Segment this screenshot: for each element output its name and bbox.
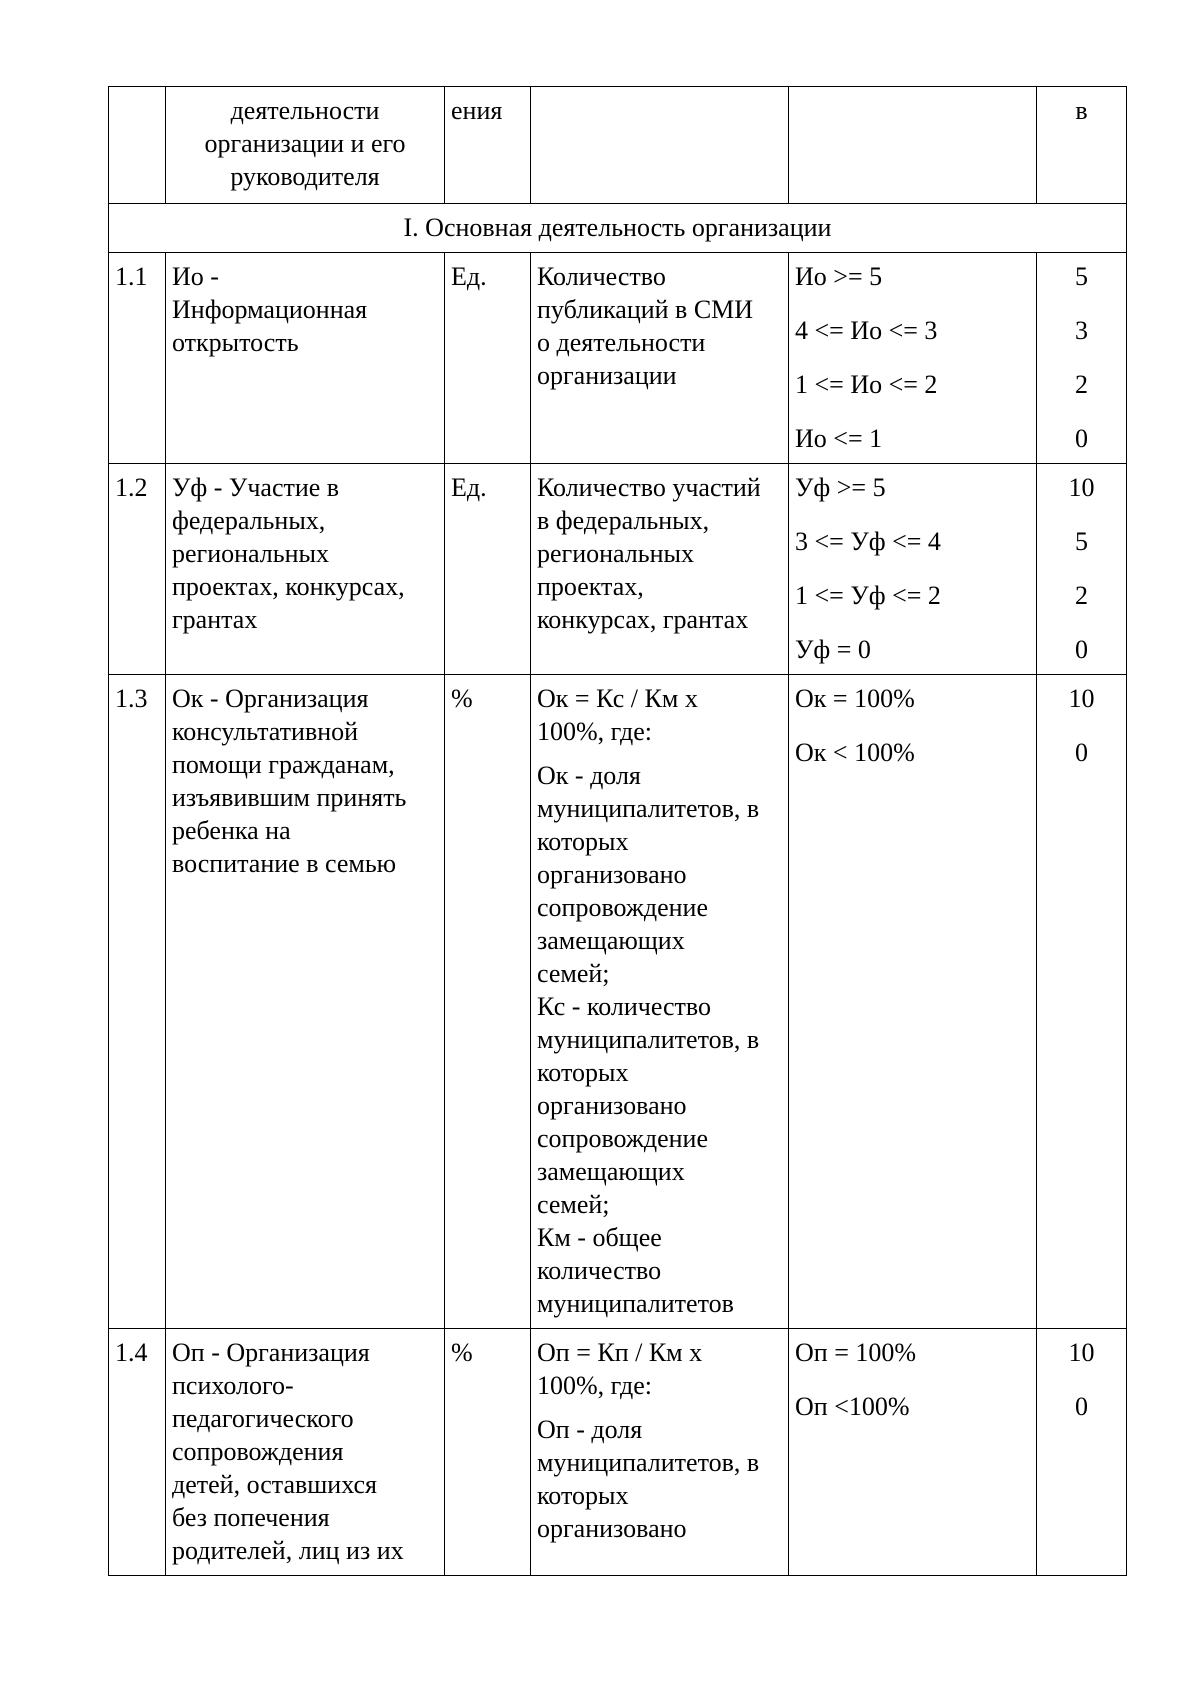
row-calc-line: Км - общее [537,1223,662,1252]
row-name-line: родителей, лиц из их [172,1536,404,1565]
score: 10 [1068,1338,1095,1367]
section-title: I. Основная деятельность организации [109,204,1127,253]
row-score-cell [1037,675,1127,1329]
score: 10 [1068,684,1095,713]
header-name-cell [166,87,445,204]
table-row [109,464,1127,675]
row-calc-line: организации [537,361,677,390]
row-calc-line: замещающих [537,926,685,955]
row-calc-line: конкурсах, грантах [537,605,749,634]
row-name-line: Ок - Организация [172,684,369,713]
row-calc-line: о деятельности [537,328,706,357]
row-calc-line: которых [537,827,629,856]
row-number: 1.1 [109,253,166,464]
row-name-line: сопровождения [172,1437,344,1466]
row-name-cell [166,1329,445,1576]
row-calc-cell [531,253,789,464]
row-criteria-cell [789,1329,1037,1576]
header-criteria-cell [789,87,1037,204]
header-name-line: организации и его [204,129,406,158]
row-score-cell [1037,1329,1127,1576]
row-calc-cell [531,675,789,1329]
row-name-line: детей, оставшихся [172,1470,377,1499]
row-number: 1.4 [109,1329,166,1576]
row-unit: Ед. [445,253,531,464]
criterion: 3 <= Уф <= 4 [795,527,941,556]
row-calc-line: Количество участий [537,473,761,502]
row-calc-line: организовано [537,1514,687,1543]
criterion: Уф >= 5 [795,473,886,502]
criterion: Оп <100% [795,1392,910,1421]
row-name-line: федеральных, [172,506,326,535]
row-name-line: педагогического [172,1404,354,1433]
row-calc-line: муниципалитетов, в [537,1448,760,1477]
row-calc-cell [531,1329,789,1576]
score: 0 [1075,635,1088,664]
row-formula-line: 100%, где: [537,717,653,746]
row-name-line: Уф - Участие в [172,473,340,502]
row-criteria-cell [789,253,1037,464]
row-calc-line: в федеральных, [537,506,710,535]
row-name-line: консультативной [172,717,359,746]
row-name-line: ребенка на [172,816,291,845]
table-row [109,675,1127,1329]
score: 5 [1075,262,1088,291]
row-calc-line: сопровождение [537,1124,709,1153]
row-calc-line: замещающих [537,1157,685,1186]
blank-line [537,1402,782,1413]
row-unit: Ед. [445,464,531,675]
criterion: 4 <= Ио <= 3 [795,316,938,345]
row-name-line: воспитание в семью [172,849,397,878]
criterion: 1 <= Уф <= 2 [795,581,941,610]
header-num-cell [109,87,166,204]
row-calc-line: Оп - доля [537,1415,643,1444]
row-number: 1.3 [109,675,166,1329]
row-calc-line: муниципалитетов, в [537,1025,760,1054]
section-row [109,204,1127,253]
row-name-line: Ио - [172,262,219,291]
row-name-cell [166,253,445,464]
row-formula-line: Ок = Кс / Км х [537,684,698,713]
score: 2 [1075,581,1088,610]
row-calc-line: семей; [537,959,610,988]
criterion: 1 <= Ио <= 2 [795,370,938,399]
row-name-line: изъявившим принять [172,783,407,812]
row-criteria-cell [789,675,1037,1329]
row-unit: % [445,1329,531,1576]
score: 5 [1075,527,1088,556]
row-name-line: психолого- [172,1371,294,1400]
row-calc-line: семей; [537,1190,610,1219]
score: 0 [1075,424,1088,453]
row-name-line: проектах, конкурсах, [172,572,405,601]
criterion: Ок < 100% [795,738,915,767]
row-name-cell [166,675,445,1329]
header-score-text: в [1075,96,1088,125]
header-unit-cell [445,87,531,204]
row-calc-cell [531,464,789,675]
row-calc-line: количество [537,1256,662,1285]
header-score-cell [1037,87,1127,204]
row-number: 1.2 [109,464,166,675]
row-calc-line: организовано [537,1091,687,1120]
row-name-cell [166,464,445,675]
table-row [109,1329,1127,1576]
row-calc-line: Ок - доля [537,761,641,790]
row-name-line: грантах [172,605,258,634]
row-calc-line: публикаций в СМИ [537,295,754,324]
row-name-line: региональных [172,539,330,568]
table-row [109,253,1127,464]
row-calc-line: региональных [537,539,695,568]
criterion: Ио >= 5 [795,262,883,291]
score: 2 [1075,370,1088,399]
row-calc-line: проектах, [537,572,644,601]
header-name-line: деятельности [230,96,380,125]
row-criteria-cell [789,464,1037,675]
row-calc-line: муниципалитетов, в [537,794,760,823]
criterion: Оп = 100% [795,1338,917,1367]
row-calc-line: муниципалитетов [537,1289,734,1318]
row-calc-line: Количество [537,262,666,291]
header-calc-cell [531,87,789,204]
row-name-line: без попечения [172,1503,330,1532]
score: 0 [1075,1392,1088,1421]
table-header-row [109,87,1127,204]
row-name-line: открытость [172,328,299,357]
row-calc-line: которых [537,1058,629,1087]
row-calc-line: которых [537,1481,629,1510]
row-name-line: Оп - Организация [172,1338,370,1367]
row-score-cell [1037,464,1127,675]
header-unit-text: ения [451,96,503,125]
criterion: Ио <= 1 [795,424,883,453]
criteria-table [108,86,1127,1576]
header-name-line: руководителя [230,162,380,191]
criterion: Ок = 100% [795,684,915,713]
row-formula-line: Оп = Кп / Км х [537,1338,703,1367]
row-calc-line: сопровождение [537,893,709,922]
row-calc-line: Кс - количество [537,992,712,1021]
row-formula-line: 100%, где: [537,1371,653,1400]
row-calc-line: организовано [537,860,687,889]
criterion: Уф = 0 [795,635,871,664]
score: 0 [1075,738,1088,767]
score: 3 [1075,316,1088,345]
blank-line [537,748,782,759]
row-name-line: помощи гражданам, [172,750,395,779]
row-score-cell [1037,253,1127,464]
score: 10 [1068,473,1095,502]
row-unit: % [445,675,531,1329]
row-name-line: Информационная [172,295,368,324]
